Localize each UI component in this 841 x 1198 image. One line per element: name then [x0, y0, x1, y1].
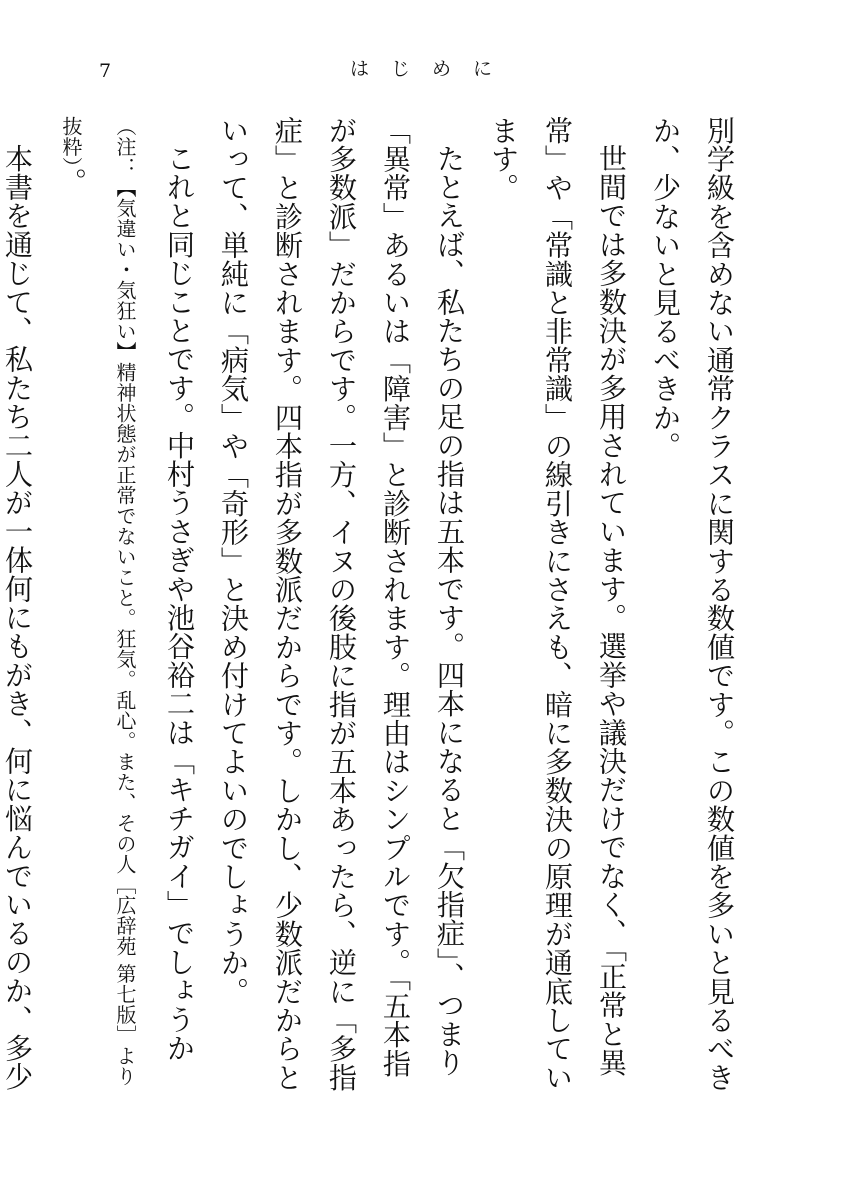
running-title: はじめに — [350, 58, 515, 80]
page-number: 7 — [99, 60, 112, 82]
paragraph-4-end: 。 — [55, 167, 88, 197]
paragraph-4 — [44, 116, 206, 1106]
paragraph-1: 別学級を含めない通常クラスに関する数値です。この数値を多いと見るべきか、少ないと見るべきか。 — [649, 116, 736, 1092]
paragraph-4-main: これと同じことです。中村うさぎや池谷裕二は「キチガイ」でしょうか — [163, 144, 196, 1063]
dictionary-note: （注：【気違い・気狂い】精神状態が正常でないこと。狂気。乱心。また、その人［広辞苑 第七版］より抜粋） — [59, 116, 137, 1087]
vertical-body-text — [1, 116, 746, 1106]
paragraph-3: たとえば、私たちの足の指は五本です。四本になると「欠指症」、つまり「異常」あるいは「障害」と診断されます。理由はシンプルです。「五本指が多数派」だからです。一方、イヌの後肢に指が五本あったら、逆に「多指症」と診断されます。四本指が多数派だからです。しかし、少数派だからといって、単純に「病気」や「奇形」と決め付けてよいのでしょうか。 — [217, 116, 466, 1092]
paragraph-5: 本書を通じて、私たち二人が一体何にもがき、何に悩んでいるのか、多少 — [1, 144, 34, 1092]
paragraph-2: 世間では多数決が多用されています。選挙や議決だけでなく、「正常と異常」や「常識と非常識」の線引きにさえも、暗に多数決の原理が通底しています。 — [487, 116, 628, 1092]
